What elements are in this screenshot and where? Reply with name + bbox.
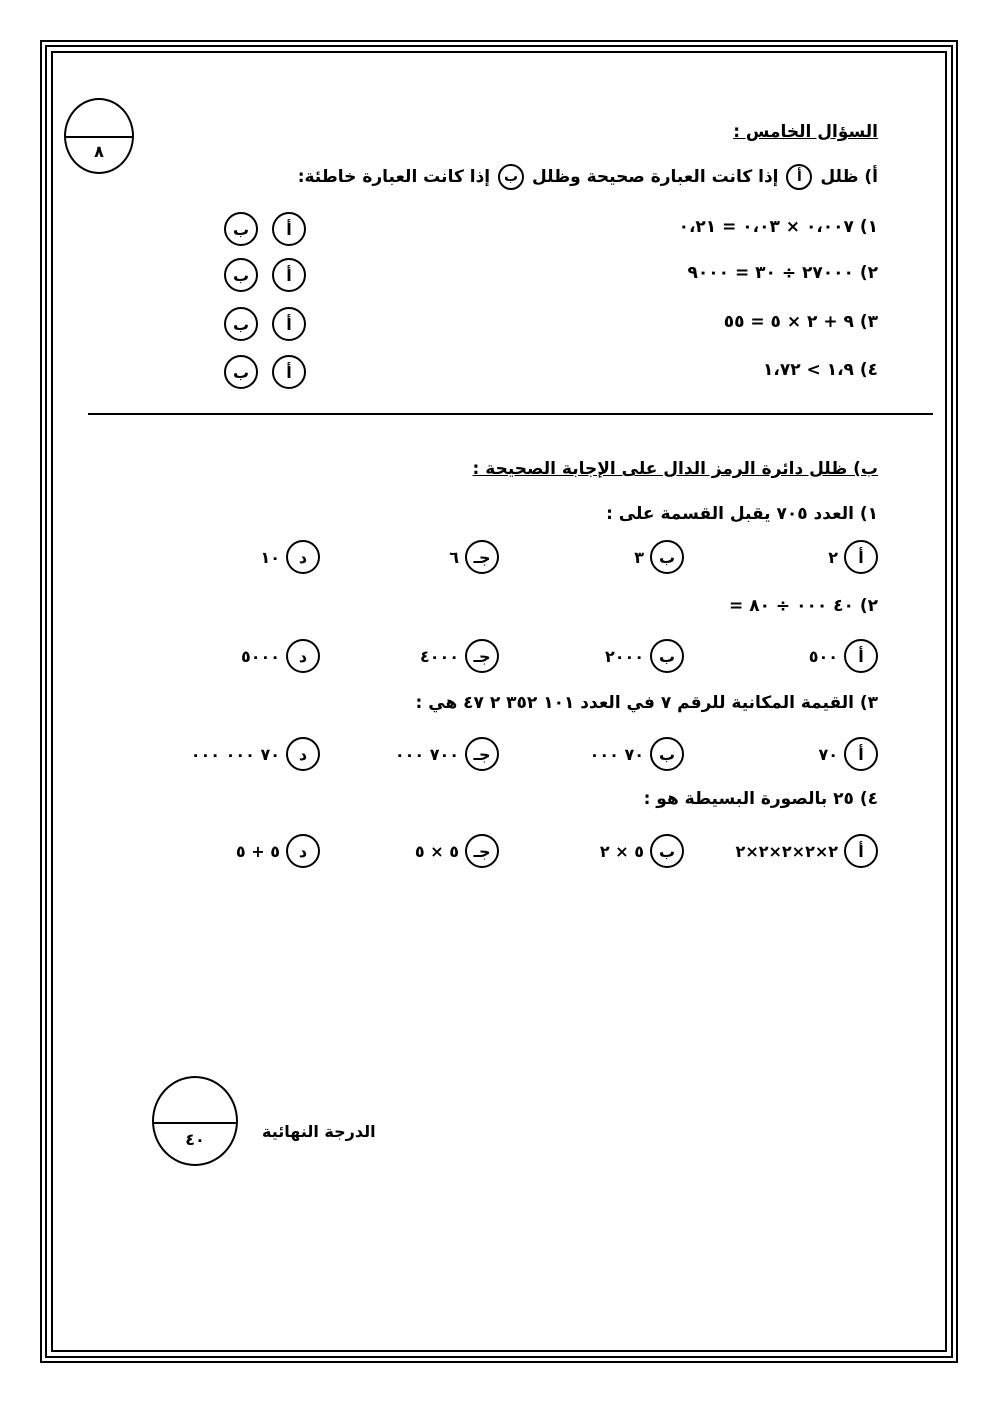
mcq-2-option-b[interactable] bbox=[605, 639, 684, 673]
option-label[interactable]: جـ bbox=[465, 540, 499, 574]
mcq-3-option-a[interactable] bbox=[818, 737, 878, 771]
option-label[interactable]: أ bbox=[844, 834, 878, 868]
mcq-3-option-d[interactable] bbox=[191, 737, 320, 771]
score-q5-value: ٨ bbox=[94, 142, 104, 161]
mcq-1-option-d[interactable] bbox=[260, 540, 320, 574]
option-value: ٧٠ bbox=[818, 744, 838, 764]
final-score-circle bbox=[152, 1076, 238, 1166]
tf-item-1: ١) ٠،٠٠٧ × ٠،٠٣ = ٠،٢١ bbox=[678, 217, 878, 237]
option-value: ١٠ bbox=[260, 547, 280, 567]
option-label[interactable]: د bbox=[286, 737, 320, 771]
option-label[interactable]: أ bbox=[844, 639, 878, 673]
mcq-4-option-b[interactable] bbox=[600, 834, 684, 868]
mcq-1-option-b[interactable] bbox=[634, 540, 684, 574]
mcq-1-stem: ١) العدد ٧٠٥ يقبل القسمة على : bbox=[606, 504, 878, 524]
option-value: ٤٠٠٠ bbox=[419, 646, 459, 666]
question-title: السؤال الخامس : bbox=[733, 122, 878, 142]
option-label[interactable]: د bbox=[286, 540, 320, 574]
tf-item-4: ٤) ١،٩ > ١،٧٢ bbox=[763, 360, 878, 380]
final-score-label: الدرجة النهائية bbox=[262, 1122, 376, 1141]
mcq-3-option-b[interactable] bbox=[590, 737, 684, 771]
tf-3-choice-a[interactable]: أ bbox=[272, 307, 306, 341]
mcq-3-stem: ٣) القيمة المكانية للرقم ٧ في العدد ١٠١ ٣٥٢ ٢ ٤٧ هي : bbox=[415, 693, 878, 713]
tf-3-choice-b[interactable]: ب bbox=[224, 307, 258, 341]
option-value: ٥٠٠٠ bbox=[240, 646, 280, 666]
option-label[interactable]: ب bbox=[650, 540, 684, 574]
mcq-2-option-a[interactable] bbox=[809, 639, 878, 673]
option-value: ٢×٢×٢×٢×٢ bbox=[735, 841, 838, 861]
mcq-4-option-c[interactable] bbox=[415, 834, 499, 868]
section-divider bbox=[88, 413, 933, 415]
part-b-title: ب) ظلل دائرة الرمز الدال على الإجابة الصحيحة : bbox=[472, 459, 878, 479]
option-value: ٢٠٠٠ bbox=[604, 646, 644, 666]
option-value: ٢ bbox=[828, 547, 838, 567]
tf-4-choice-b[interactable]: ب bbox=[224, 355, 258, 389]
option-label[interactable]: جـ bbox=[465, 737, 499, 771]
tf-item-2: ٢) ٢٧٠٠٠ ÷ ٣٠ = ٩٠٠٠ bbox=[687, 263, 878, 283]
instr-part-1: أ) ظلل bbox=[820, 167, 878, 187]
option-label[interactable]: جـ bbox=[465, 834, 499, 868]
tf-item-3: ٣) ٩ + ٢ × ٥ = ٥٥ bbox=[723, 312, 878, 332]
instr-mark-a: أ bbox=[786, 164, 812, 190]
mcq-4-option-a[interactable] bbox=[736, 834, 878, 868]
tf-2-choice-b[interactable]: ب bbox=[224, 258, 258, 292]
option-value: ٣ bbox=[634, 547, 644, 567]
mcq-4-stem: ٤) ٢٥ بالصورة البسيطة هو : bbox=[643, 789, 878, 809]
mcq-2-stem: ٢) ٤٠ ٠٠٠ ÷ ٨٠ = bbox=[729, 596, 878, 616]
option-value: ٧٠ ٠٠٠ ٠٠٠ bbox=[190, 744, 280, 764]
part-a-instructions bbox=[298, 164, 878, 190]
mcq-1-option-c[interactable] bbox=[449, 540, 499, 574]
option-value: ٥ × ٢ bbox=[599, 841, 644, 861]
option-value: ٧٠ ٠٠٠ bbox=[589, 744, 644, 764]
tf-1-choice-a[interactable]: أ bbox=[272, 212, 306, 246]
option-label[interactable]: د bbox=[286, 834, 320, 868]
mcq-3-option-c[interactable] bbox=[395, 737, 499, 771]
option-label[interactable]: جـ bbox=[465, 639, 499, 673]
option-value: ٦ bbox=[449, 547, 459, 567]
option-value: ٥٠٠ bbox=[808, 646, 838, 666]
tf-1-choice-b[interactable]: ب bbox=[224, 212, 258, 246]
option-value: ٥ + ٥ bbox=[235, 841, 280, 861]
option-label[interactable]: ب bbox=[650, 639, 684, 673]
option-value: ٥ × ٥ bbox=[414, 841, 459, 861]
instr-part-3: إذا كانت العبارة خاطئة: bbox=[297, 167, 491, 187]
option-label[interactable]: أ bbox=[844, 737, 878, 771]
option-label[interactable]: ب bbox=[650, 737, 684, 771]
option-value: ٧٠٠ ٠٠٠ bbox=[394, 744, 459, 764]
final-score-value: ٤٠ bbox=[185, 1130, 205, 1149]
mcq-4-option-d[interactable] bbox=[236, 834, 320, 868]
mcq-1-option-a[interactable] bbox=[828, 540, 878, 574]
mcq-2-option-c[interactable] bbox=[420, 639, 499, 673]
instr-part-2: إذا كانت العبارة صحيحة وظلل bbox=[531, 167, 779, 187]
option-label[interactable]: ب bbox=[650, 834, 684, 868]
tf-2-choice-a[interactable]: أ bbox=[272, 258, 306, 292]
option-label[interactable]: أ bbox=[844, 540, 878, 574]
mcq-2-option-d[interactable] bbox=[241, 639, 320, 673]
tf-4-choice-a[interactable]: أ bbox=[272, 355, 306, 389]
score-circle-q5 bbox=[64, 98, 134, 174]
option-label[interactable]: د bbox=[286, 639, 320, 673]
instr-mark-b: ب bbox=[498, 164, 524, 190]
